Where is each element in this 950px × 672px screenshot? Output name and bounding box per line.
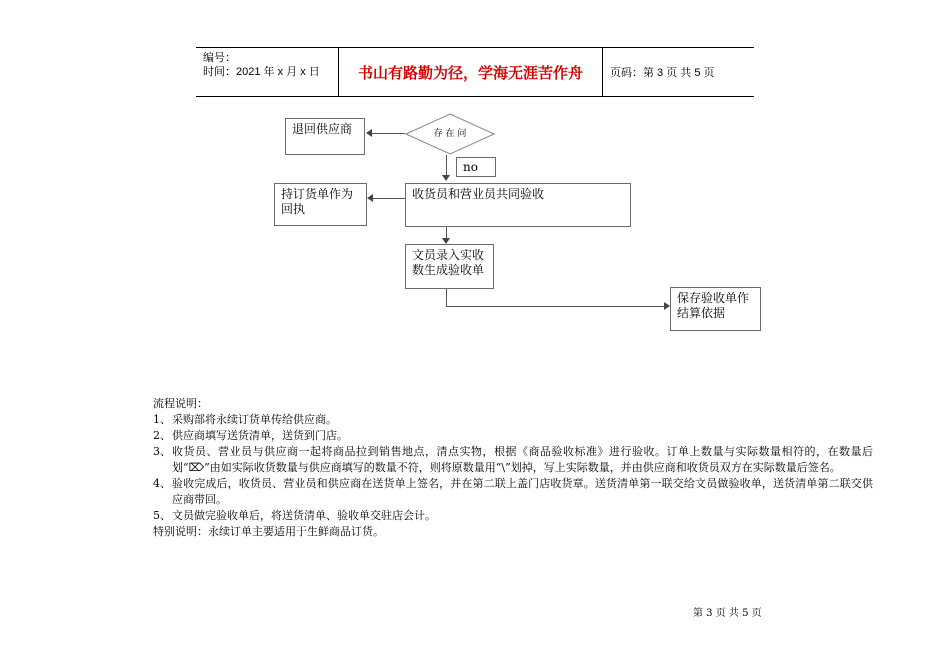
page-footer: 第 3 页 共 5 页 [693, 608, 762, 619]
connector [372, 133, 405, 134]
list-item [153, 444, 873, 476]
item-number: 4、 [153, 477, 171, 490]
connector [446, 155, 447, 176]
item-text: 文员做完验收单后，将送货清单、验收单交驻店会计。 [172, 509, 436, 522]
special-note: 特别说明：永续订单主要适用于生鲜商品订货。 [153, 525, 384, 538]
entry-box [405, 244, 494, 289]
joint-check-label: 收货员和营业员共同验收 [412, 187, 545, 201]
save-box [670, 287, 761, 331]
item-number: 5、 [153, 509, 171, 522]
arrow-down-icon [442, 175, 450, 181]
arrow-left-icon [366, 129, 372, 137]
connector [446, 306, 664, 307]
list-item [153, 476, 873, 508]
connector [446, 289, 447, 307]
receipt-label: 持订货单作为回执 [281, 187, 354, 216]
item-text: 采购部将永续订货单传给供应商。 [172, 413, 337, 426]
list-item [153, 508, 873, 524]
no-label-box [456, 157, 496, 177]
entry-label: 文员录入实收数生成验收单 [412, 248, 485, 277]
header-motto: 书山有路勤为径，学海无涯苦作舟 [357, 64, 583, 82]
header-number: 编号： [203, 52, 236, 64]
header-time: 时间：2021 年 x 月 x 日 [203, 66, 320, 78]
page-header [196, 47, 754, 97]
arrow-left-icon [367, 194, 373, 202]
item-number: 1、 [153, 413, 171, 426]
item-text: 收货员、营业员与供应商一起将商品拉到销售地点，清点实物，根据《商品验收标准》进行验收。订单上数量与实际数量相符的，在数量后划“⌦”由如实际收货数量与供应商填写的数量不符，则将原数量用“\”划掉，写上实际数量，并由供应商和收货员双方在实际数量后签名。 [172, 445, 873, 474]
item-text: 供应商填写送货清单，送货到门店。 [172, 429, 348, 442]
joint-check-box [405, 183, 631, 227]
return-supplier-box [285, 118, 365, 155]
no-label: no [463, 160, 478, 174]
process-description [153, 396, 873, 540]
receipt-box [274, 183, 367, 226]
connector [373, 198, 405, 199]
list-item [153, 428, 873, 444]
item-number: 2、 [153, 429, 171, 442]
save-label: 保存验收单作结算依据 [677, 291, 750, 320]
decision-label: 存 在 问 [433, 129, 467, 139]
item-number: 3、 [153, 445, 171, 458]
description-title: 流程说明： [153, 397, 208, 410]
item-text: 验收完成后，收货员、营业员和供应商在送货单上签名，并在第二联上盖门店收货章。送货清单第一联交给文员做验收单，送货清单第二联交供应商带回。 [172, 477, 873, 506]
header-page: 页码：第 3 页 共 5 页 [610, 67, 715, 79]
return-supplier-label: 退回供应商 [292, 122, 353, 136]
list-item [153, 412, 873, 428]
